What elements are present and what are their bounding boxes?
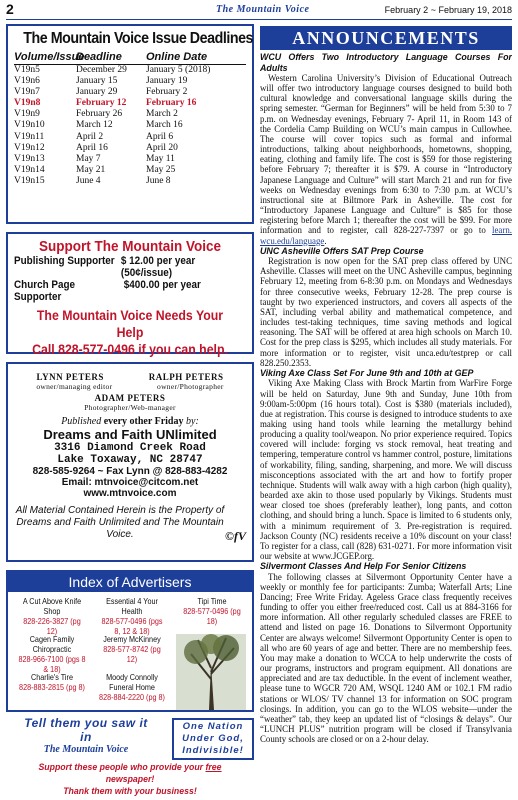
staff-name: ADAM PETERS [94,393,166,403]
phone-line: 828-585-9264 ~ Fax Lynn @ 828-883-4282 [32,466,228,477]
deadline-row: V19n11 April 2 April 6 [14,131,174,142]
deadlines-header [14,51,246,65]
article-body: Registration is now open for the SAT prep class offered by UNC Asheville. Classes will meet on the UNC Asheville campus, beginning February 12, meeting from 6-8:30 p.m. on Mondays and Wednesdays for three consecutive weeks, February 12-28. The prep course is taught by two experienced instructors, and covers all aspects of the SAT, including verbal ability and mathematical competence, and includes test-taking techniques, time saving methods and logical reasoning. The SAT will be offered at area high schools on March 10. Cost for the prep class is $295, which includes all study materials. For more information or to register, visit unca.edu/testprep or call 828.250.2353. [260,256,512,368]
announcements-title: ANNOUNCEMENTS [260,26,512,50]
deadlines-title: The Mountain Voice Issue Deadlines [23,30,254,47]
staff-role: owner/Photographer [157,382,224,391]
support-advertisers: Support these people who provide your free newspaper! Thank them with your business! [38,762,222,797]
support-box [6,232,254,357]
advertiser-entry: Moody Connolly Funeral Home 828-884-2220 (pg 8) [99,672,165,702]
advertiser-entry: Essential 4 Your Health 828-577-0496 (pgs 8, 12 & 18) [101,596,163,636]
staff-name: LYNN PETERS [36,372,104,382]
tree-illustration [176,634,246,710]
advertiser-entry: Cagen Family Chiropractic 828-966-7100 (pgs 8 & 18) [18,634,86,674]
advertiser-entry: Tipi Time 828-577-0496 (pg 18) [183,596,241,626]
article-body: Viking Axe Making Class with Brock Martin from WarFire Forge will be held on Saturday, June 9th and Sunday, June 10th from 9:00am-5:00pm (16 hours total). Cost is $380 (materials included), due at registration. This course is designed to introduce students to axe making using hand tools while learning the metallurgy behind producing a quality tool/weapon. No prior experience required. Topics covered will include: forging vs stock removal, heat treating and tempering, temperature control vs hammer control, posture, limitations of workability, filing, sanding, sharpening, and more. We will discuss misconceptions associated with the art and how to fortify proper technique. Students will walk away with a high carbon (high quality), bearded axe akin to those used popularly by Vikings. Students must wear closed toe shoes (preferably leather), long pants, and cotton clothing, and should bring a lunch. Space is limited to 6 students only, with a minimum requirement of 3. Pre-registration is required. Jackson County (NC) residents receive a 10% discount on your class! To register for a class, call (828) 631-0271. For more information visit our website at www.JCGEP.org. [260,378,512,562]
article-heading: UNC Asheville Offers SAT Prep Course [260,245,424,256]
address-line: 3316 Diamond Creek Road [54,442,206,454]
rights-notice: All Material Contained Herein is the Property of Dreams and Faith Unlimited and The Mountain Voice. [15,505,225,540]
website-link[interactable]: www.mtnvoice.com [83,488,177,499]
issue-date: February 2 ~ February 19, 2018 [384,5,512,15]
advertiser-entry: A Cut Above Knife Shop 828-226-3827 (pg 12) [22,596,82,636]
deadlines-rows [14,65,246,187]
article-body: The following classes at Silvermont Opportunity Center have a weekly or monthly fee for participants: Zumba; Waterfall Arts; Line Dancing; Free Write Friday. Ageless Grace class frequently receives funding to offer you either free/reduced cost. Call us at 884-3166 for more information. All other regularly scheduled classes are FREE to attend and listed on page 16. Donations to Silvermont Opportunity Center are always welcome! Silvermont Opportunity Center is open to all who are 60 years of age and better. There are no membership fees. You may make a donation to WCCA to help underwrite the costs of our programs, instructors and program equipment. All donations are appreciated and are tax deductible. In the event of inclement weather, please tune to WGCR 720 AM, WSQL 1240 AM or 102.1 FM radio stations or WLOS/ TV channel 13 for information on SOC program closings. In addition, you can go to the WLOS website—under the “weather” tab, they keep an updated list of “closings & delays”. Our “LUNCH PLUS” nutrition program will be closed if Transylvania County schools are closed or on a 2-hour delay. [260,571,512,745]
deadline-row: V19n13 May 7 May 11 [14,153,175,164]
page-header [6,1,512,20]
deadline-row: V19n5 December 29 January 5 (2018) [14,65,211,75]
staff-box [6,362,254,562]
staff-role: owner/managing editor [36,382,113,391]
col-volume: Volume/Issue [14,51,85,63]
article-heading: Viking Axe Class Set For June 9th and 10th at GEP [260,367,474,378]
tell-them-box: Tell them you saw it in The Mountain Voice [24,716,148,755]
deadline-row: V19n6 January 15 January 19 [14,76,188,87]
col-deadline: Deadline [76,51,122,63]
one-nation-box: One Nation Under God, Indivisible! [172,718,254,760]
page-number: 2 [6,1,14,17]
deadline-row: V19n12 April 16 April 20 [14,142,178,153]
article-heading: WCU Offers Two Introductory Language Courses For Adults [260,52,512,73]
company-name: Dreams and Faith UNlimited [43,427,217,442]
article-body: Western Carolina University’s Division of Educational Outreach will offer two introductory language courses designed to build both cultural knowledge and conversational language skills during the spring semester. “German for Beginners” will be held from 5:30 to 7 p.m. on Wednesday evenings, February 7- April 11, in Room 143 of the Cordelia Camp Building on WCU’s main campus in Cullowhee. The course will cover topics such as formal and informal introductions, talking about neighborhoods, hometowns, shopping, eating, clothing and family life. The cost is $59 for those registering before February 7; thereafter it is $79. A course in “Introductory Japanese Language and Culture” will start March 21 and run for five weeks on Wednesday evenings from 6:30 to 7:30 p.m. at WCU’s instructional site at Biltmore Park in Asheville. The cost for “Introductory Japanese Language and Culture” is $85 for those registering before March 1; thereafter the cost will be $99. For more information and to register, call 828-227-7397 or go to learn. wcu.edu/language. [260,73,512,246]
staff-role: Photographer/Web-manager [84,403,176,412]
deadline-row: V19n7 January 29 February 2 [14,87,188,98]
mv-logo: ©fV [225,529,246,543]
deadline-row: V19n8 February 12 February 16 [14,98,197,109]
advertiser-entry: Jeremy McKinney 828-577-8742 (pg 12) [103,634,161,664]
advertisers-title: Index of Advertisers [8,572,252,592]
advertiser-entry: Charlie's Tire 828-883-2815 (pg 8) [19,672,85,692]
support-title: Support The Mountain Voice [39,238,221,255]
address-line: Lake Toxaway, NC 28747 [57,454,203,466]
deadline-row: V19n10 March 12 March 16 [14,120,183,131]
deadline-row: V19n9 February 26 March 2 [14,109,178,120]
support-row: Publishing Supporter $ 12.00 per year (50¢/issue) [14,255,196,279]
deadline-row: V19n14 May 21 May 25 [14,164,176,175]
col-online: Online Date [146,51,208,63]
deadline-row: V19n15 June 4 June 8 [14,175,171,186]
article-link[interactable]: learn. wcu.edu/language [260,225,512,246]
needs-help: The Mountain Voice Needs Your Help Call 828-577-0496 if you can help. [32,307,228,357]
advertisers-grid [8,592,252,712]
staff-name: RALPH PETERS [148,372,224,382]
support-row: Church Page Supporter $400.00 per year [14,279,201,303]
article-heading: Silvermont Classes And Help For Senior Citizens [260,561,467,572]
announcements-column [260,52,512,796]
published-line: Published every other Friday by: [61,416,199,427]
deadlines-box [6,24,254,224]
masthead: The Mountain Voice [216,4,310,15]
email-line: Email: mtnvoice@citcom.net [61,477,199,488]
advertisers-box [6,570,254,712]
